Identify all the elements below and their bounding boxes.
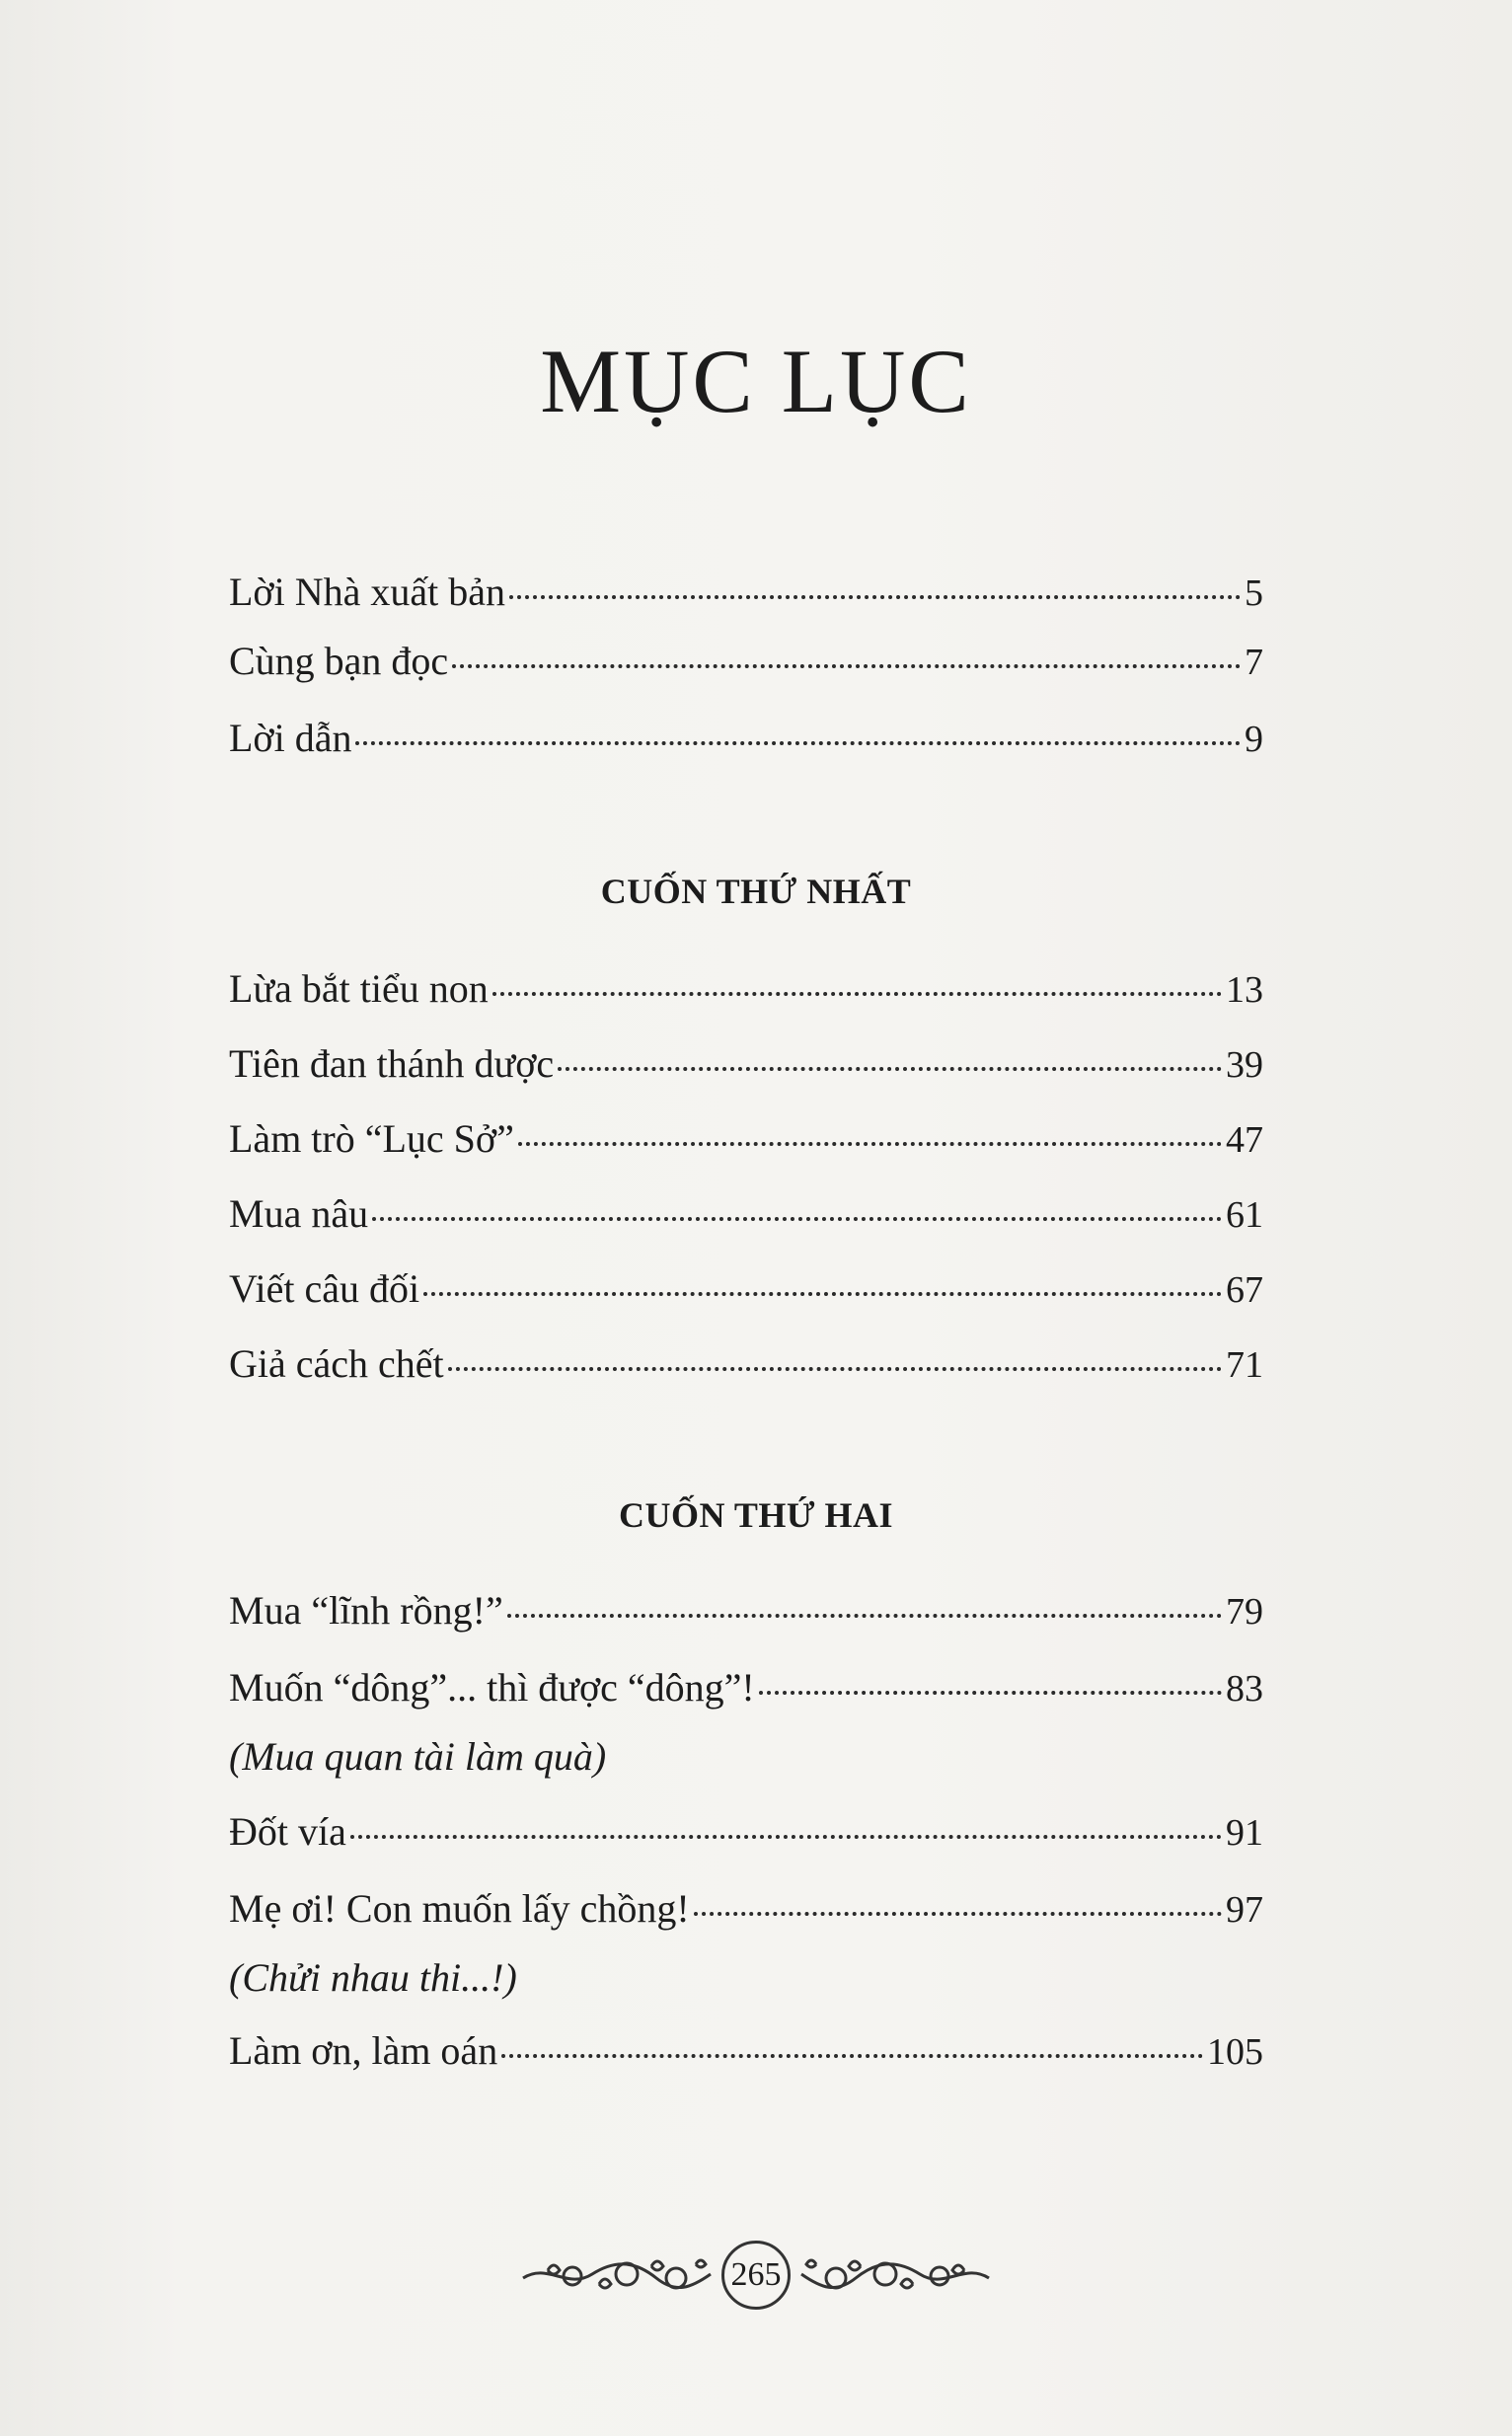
dot-leader: [694, 1912, 1222, 1916]
toc-entry-page: 105: [1207, 2031, 1263, 2073]
toc-entry[interactable]: [229, 967, 1263, 1012]
dot-leader: [518, 1142, 1222, 1146]
dot-leader: [448, 1367, 1222, 1371]
toc-entry[interactable]: [229, 1589, 1263, 1634]
toc-entry-page: 5: [1245, 572, 1263, 614]
toc-entry-page: 61: [1226, 1194, 1263, 1236]
toc-entry[interactable]: [229, 1342, 1263, 1387]
toc-entry-label: Làm trò “Lục Sở”: [229, 1116, 514, 1161]
toc-entry[interactable]: [229, 1042, 1263, 1087]
toc-entry[interactable]: [229, 1810, 1263, 1855]
page-title: MỤC LỤC: [540, 331, 972, 431]
dot-leader: [372, 1217, 1222, 1221]
toc-entry[interactable]: [229, 640, 1263, 684]
floral-vine-left-icon: [518, 2250, 716, 2300]
toc-entry-page: 97: [1226, 1889, 1263, 1931]
dot-leader: [452, 664, 1241, 668]
toc-entry-label: Lừa bắt tiểu non: [229, 966, 489, 1011]
toc-entry-page: 9: [1245, 719, 1263, 760]
dot-leader: [558, 1067, 1222, 1071]
toc-entry[interactable]: [229, 1192, 1263, 1237]
toc-entry-label: Giả cách chết: [229, 1341, 444, 1386]
toc-entry[interactable]: [229, 1267, 1263, 1312]
toc-entry-label: Đốt vía: [229, 1809, 346, 1854]
toc-entry[interactable]: [229, 1666, 1263, 1711]
toc-entry[interactable]: [229, 571, 1263, 615]
toc-entry-page: 83: [1226, 1668, 1263, 1710]
floral-vine-right-icon: [796, 2250, 994, 2300]
dot-leader: [507, 1614, 1222, 1618]
toc-entry-label: Tiên đan thánh dược: [229, 1041, 555, 1086]
toc-entry-page: 7: [1245, 642, 1263, 683]
toc-entry-page: 67: [1226, 1269, 1263, 1311]
dot-leader: [759, 1691, 1222, 1695]
toc-entry-label: Mua nâu: [229, 1191, 369, 1236]
toc-entry[interactable]: [229, 1887, 1263, 1932]
dot-leader: [501, 2054, 1203, 2058]
section-heading: CUỐN THỨ HAI: [618, 1495, 894, 1535]
toc-entry[interactable]: [229, 1117, 1263, 1162]
toc-entry[interactable]: [229, 2029, 1263, 2074]
toc-entry-page: 47: [1226, 1119, 1263, 1161]
dot-leader: [423, 1292, 1222, 1296]
toc-entry-label: Mẹ ơi! Con muốn lấy chồng!: [229, 1886, 690, 1931]
page-number: 265: [730, 2256, 782, 2293]
dot-leader: [509, 595, 1241, 599]
section-heading: CUỐN THỨ NHẤT: [600, 872, 912, 911]
toc-entry-page: 13: [1226, 969, 1263, 1011]
toc-entry-subtitle: (Chửi nhau thi...!): [229, 1955, 517, 2000]
toc-entry-label: Làm ơn, làm oán: [229, 2028, 498, 2073]
toc-entry-label: Lời dẫn: [229, 716, 352, 760]
toc-entry-label: Viết câu đối: [229, 1266, 420, 1311]
page-number-badge: [721, 2241, 791, 2310]
toc-entry-page: 39: [1226, 1044, 1263, 1086]
toc-entry-label: Cùng bạn đọc: [229, 639, 449, 683]
toc-entry-label: Muốn “dông”... thì được “dông”!: [229, 1665, 755, 1710]
dot-leader: [492, 992, 1222, 996]
toc-entry-page: 71: [1226, 1344, 1263, 1386]
dot-leader: [355, 741, 1241, 745]
toc-entry[interactable]: [229, 717, 1263, 761]
page-footer: [0, 2241, 1512, 2310]
toc-entry-label: Mua “lĩnh rồng!”: [229, 1588, 503, 1633]
toc-entry-label: Lời Nhà xuất bản: [229, 570, 505, 614]
dot-leader: [350, 1835, 1222, 1839]
toc-entry-subtitle: (Mua quan tài làm quà): [229, 1734, 607, 1779]
toc-entry-page: 79: [1226, 1591, 1263, 1633]
toc-entry-page: 91: [1226, 1812, 1263, 1854]
